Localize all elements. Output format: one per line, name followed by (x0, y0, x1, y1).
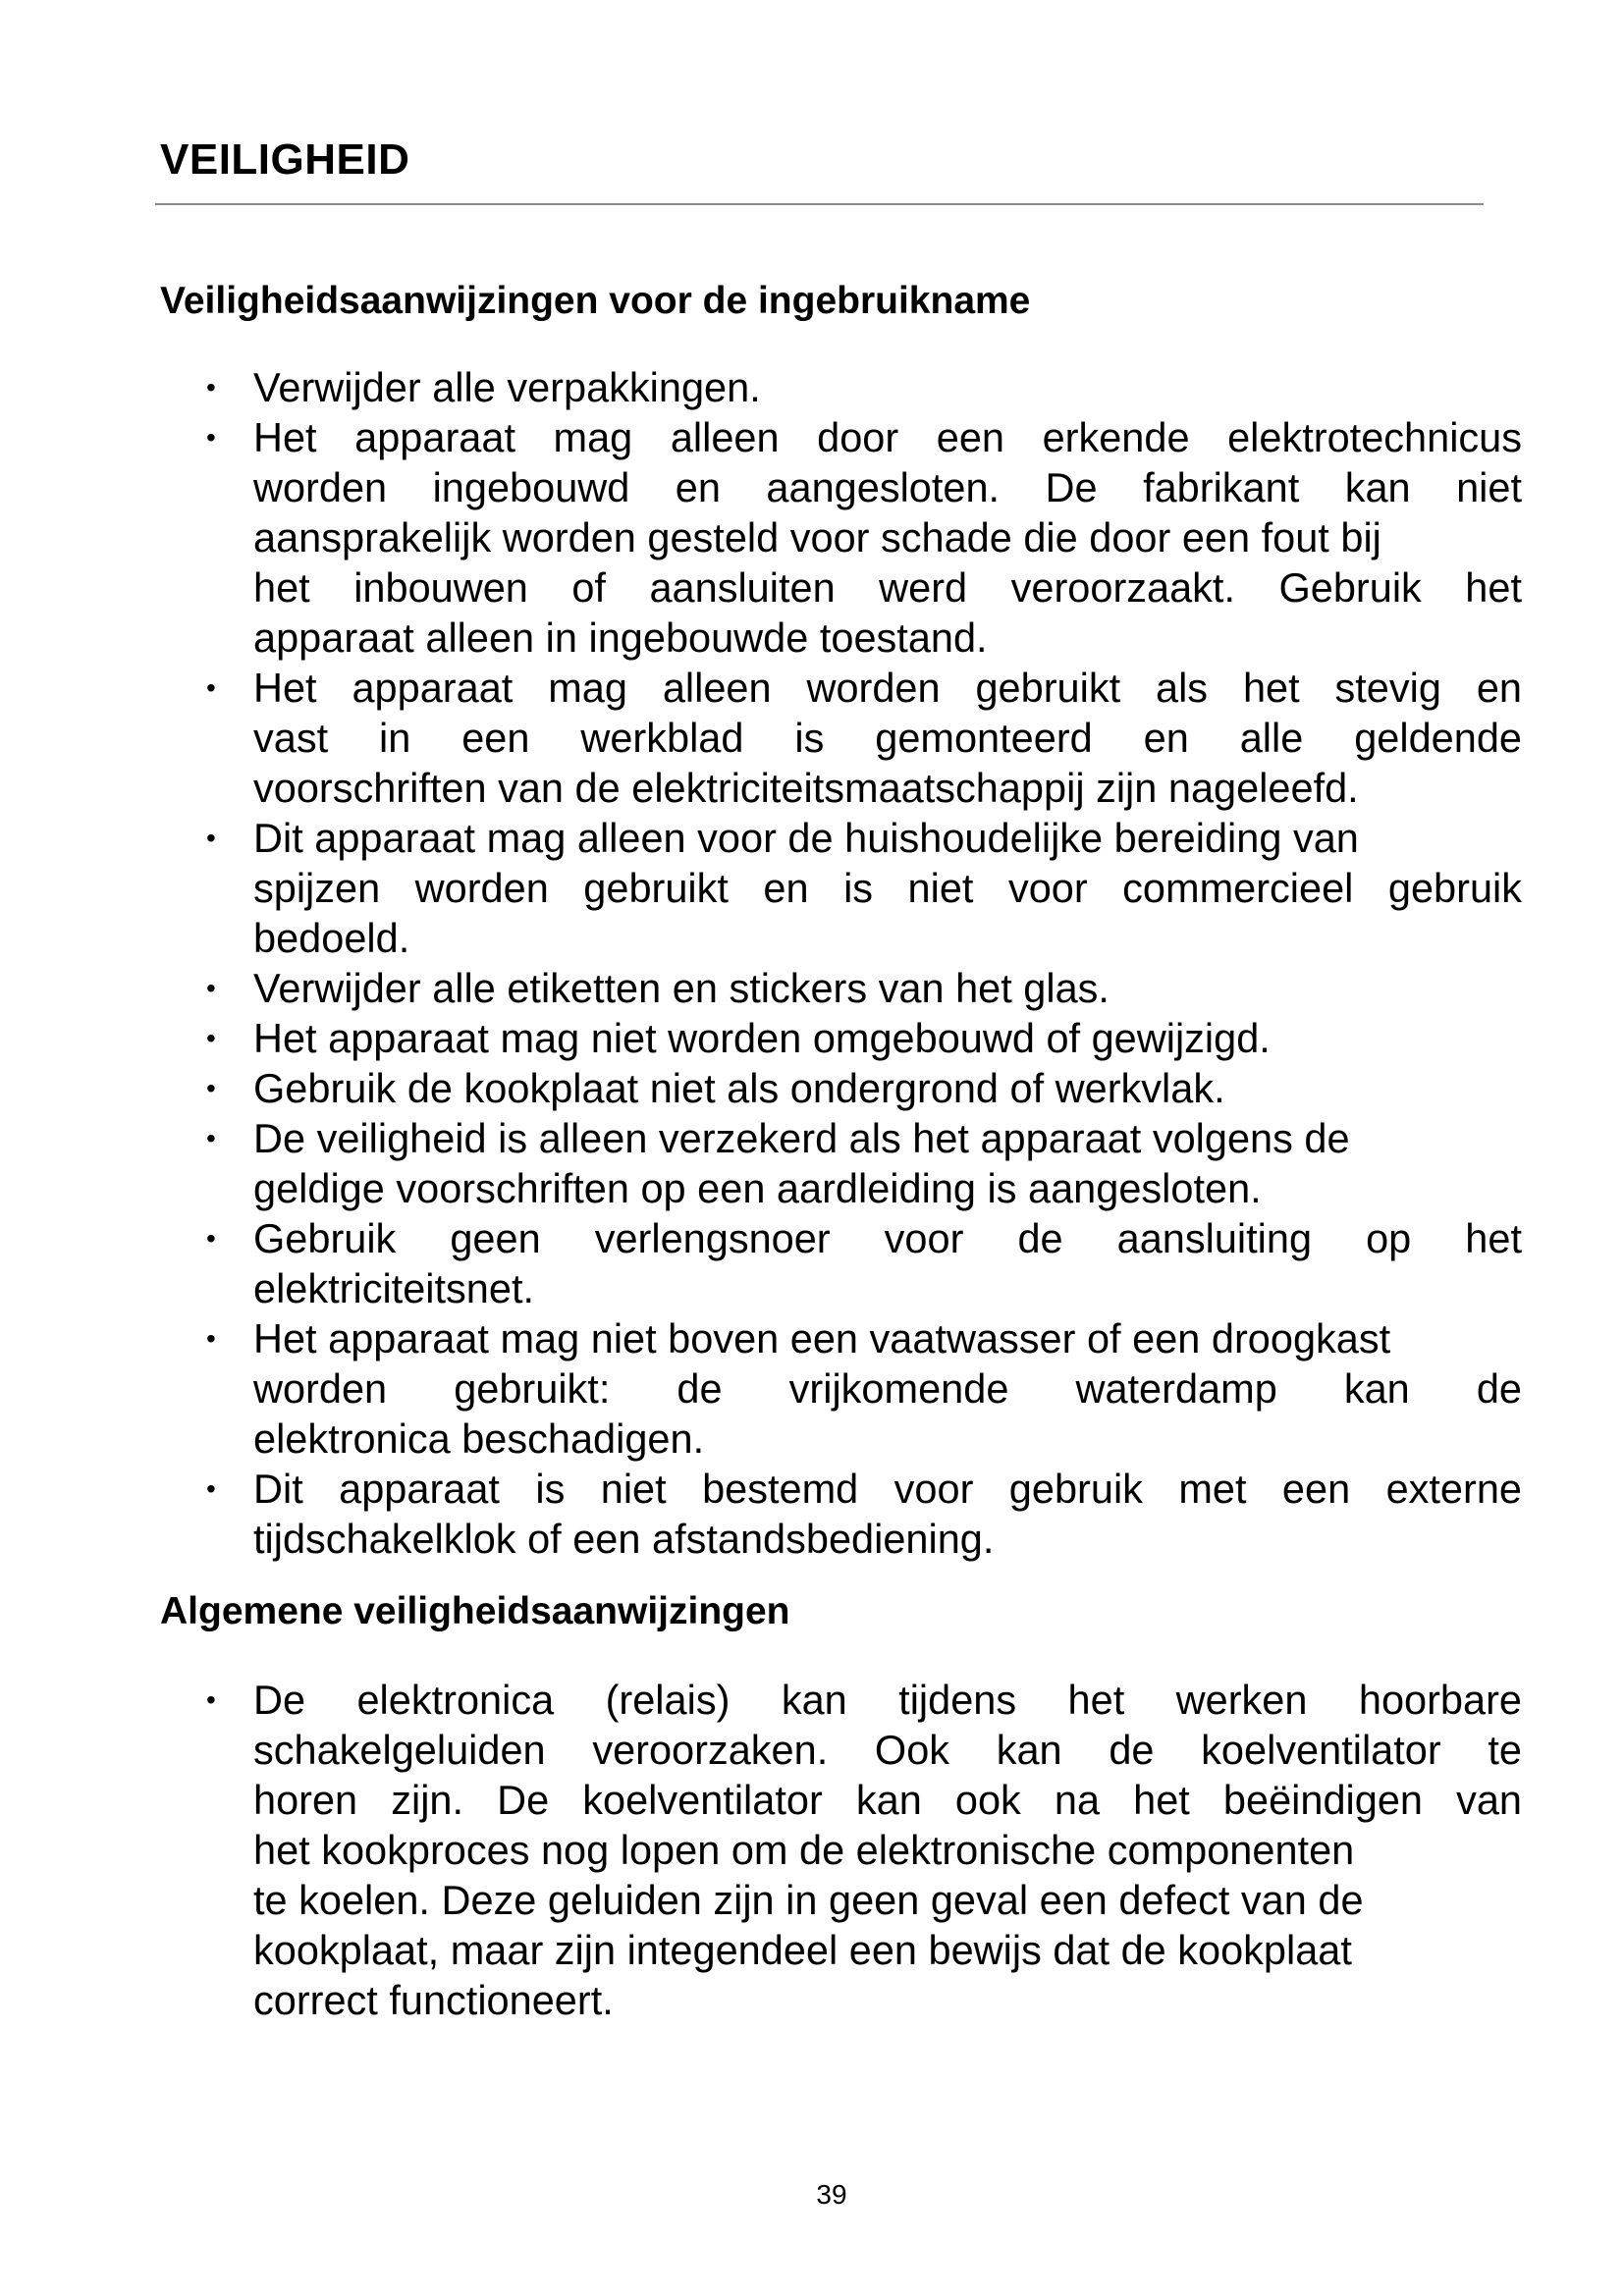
list-item-text-line: Het apparaat mag niet boven een vaatwasser of een droogkast (253, 1315, 1391, 1362)
list-item-text-line: Dit apparaat is niet bestemd voor gebruik met een externe (253, 1466, 1522, 1512)
list-item-text-line: correct functioneert. (253, 1977, 614, 2023)
bullet-icon: • (206, 372, 216, 402)
list-item-text-line: elektronica beschadigen. (253, 1415, 705, 1462)
list-item (206, 1464, 1522, 1564)
bullet-icon: • (206, 973, 216, 1003)
list-item-text-line: te koelen. Deze geluiden zijn in geen geval een defect van de (253, 1877, 1364, 1923)
list-item (206, 1013, 1522, 1063)
bullet-icon: • (206, 1684, 216, 1715)
page-title: VEILIGHEID (160, 135, 410, 184)
list-item (206, 1113, 1522, 1213)
list-item-text-line: worden ingebouwd en aangesloten. De fabrikant kan niet (253, 464, 1522, 510)
list-item-text-line: het inbouwen of aansluiten werd veroorzaakt. Gebruik het (253, 564, 1522, 611)
installation-safety-list (206, 362, 1522, 1564)
list-item-text-line: De veiligheid is alleen verzekerd als het apparaat volgens de (253, 1115, 1350, 1161)
list-item-text-line: worden gebruikt: de vrijkomende waterdamp kan de (253, 1365, 1522, 1412)
page-number: 39 (816, 2179, 847, 2210)
list-item (206, 1063, 1522, 1113)
list-item-text-line: het kookproces nog lopen om de elektronische componenten (253, 1827, 1355, 1873)
list-item-text-line: Het apparaat mag niet worden omgebouwd of gewijzigd. (253, 1015, 1271, 1061)
list-item-text-line: tijdschakelklok of een afstandsbediening. (253, 1516, 995, 1562)
list-item-text-line: Verwijder alle verpakkingen. (253, 364, 761, 410)
section-heading-installation: Veiligheidsaanwijzingen voor de ingebruikname (160, 280, 1031, 322)
list-item-text-line: bedoeld. (253, 915, 410, 961)
bullet-icon: • (206, 672, 216, 703)
list-item (206, 1313, 1522, 1464)
list-item-text-line: geldige voorschriften op een aardleiding is aangesloten. (253, 1165, 1262, 1211)
list-item (206, 963, 1522, 1013)
list-item-text-line: Het apparaat mag alleen door een erkende elektrotechnicus (253, 414, 1522, 460)
list-item (206, 813, 1522, 963)
bullet-icon: • (206, 1123, 216, 1153)
list-item-text-line: Verwijder alle etiketten en stickers van het glas. (253, 965, 1110, 1011)
list-item-text-line: apparaat alleen in ingebouwde toestand. (253, 614, 988, 661)
general-safety-list (206, 1675, 1522, 2025)
list-item (206, 1675, 1522, 2025)
section-heading-general: Algemene veiligheidsaanwijzingen (160, 1590, 790, 1632)
list-item (206, 412, 1522, 663)
list-item (206, 1213, 1522, 1313)
list-item-text-line: elektriciteitsnet. (253, 1265, 535, 1311)
bullet-icon: • (206, 1223, 216, 1254)
list-item (206, 663, 1522, 813)
bullet-icon: • (206, 823, 216, 853)
bullet-icon: • (206, 1023, 216, 1053)
bullet-icon: • (206, 1473, 216, 1504)
title-divider (155, 203, 1484, 205)
list-item-text-line: Gebruik geen verlengsnoer voor de aansluiting op het (253, 1215, 1522, 1261)
bullet-icon: • (206, 422, 216, 453)
list-item-text-line: Het apparaat mag alleen worden gebruikt als het stevig en (253, 665, 1522, 711)
list-item-text-line: Gebruik de kookplaat niet als ondergrond of werkvlak. (253, 1065, 1225, 1111)
list-item-text-line: schakelgeluiden veroorzaken. Ook kan de koelventilator te (253, 1727, 1522, 1773)
list-item-text-line: aansprakelijk worden gesteld voor schade die door een fout bij (253, 514, 1381, 561)
list-item-text-line: kookplaat, maar zijn integendeel een bewijs dat de kookplaat (253, 1927, 1352, 1973)
list-item (206, 362, 1522, 412)
list-item-text-line: De elektronica (relais) kan tijdens het werken hoorbare (253, 1677, 1522, 1723)
bullet-icon: • (206, 1323, 216, 1354)
list-item-text-line: voorschriften van de elektriciteitsmaatschappij zijn nageleefd. (253, 765, 1359, 811)
bullet-icon: • (206, 1073, 216, 1103)
list-item-text-line: spijzen worden gebruikt en is niet voor commercieel gebruik (253, 865, 1522, 911)
list-item-text-line: Dit apparaat mag alleen voor de huishoudelijke bereiding van (253, 815, 1359, 861)
list-item-text-line: horen zijn. De koelventilator kan ook na het beëindigen van (253, 1777, 1522, 1823)
list-item-text-line: vast in een werkblad is gemonteerd en alle geldende (253, 715, 1522, 761)
